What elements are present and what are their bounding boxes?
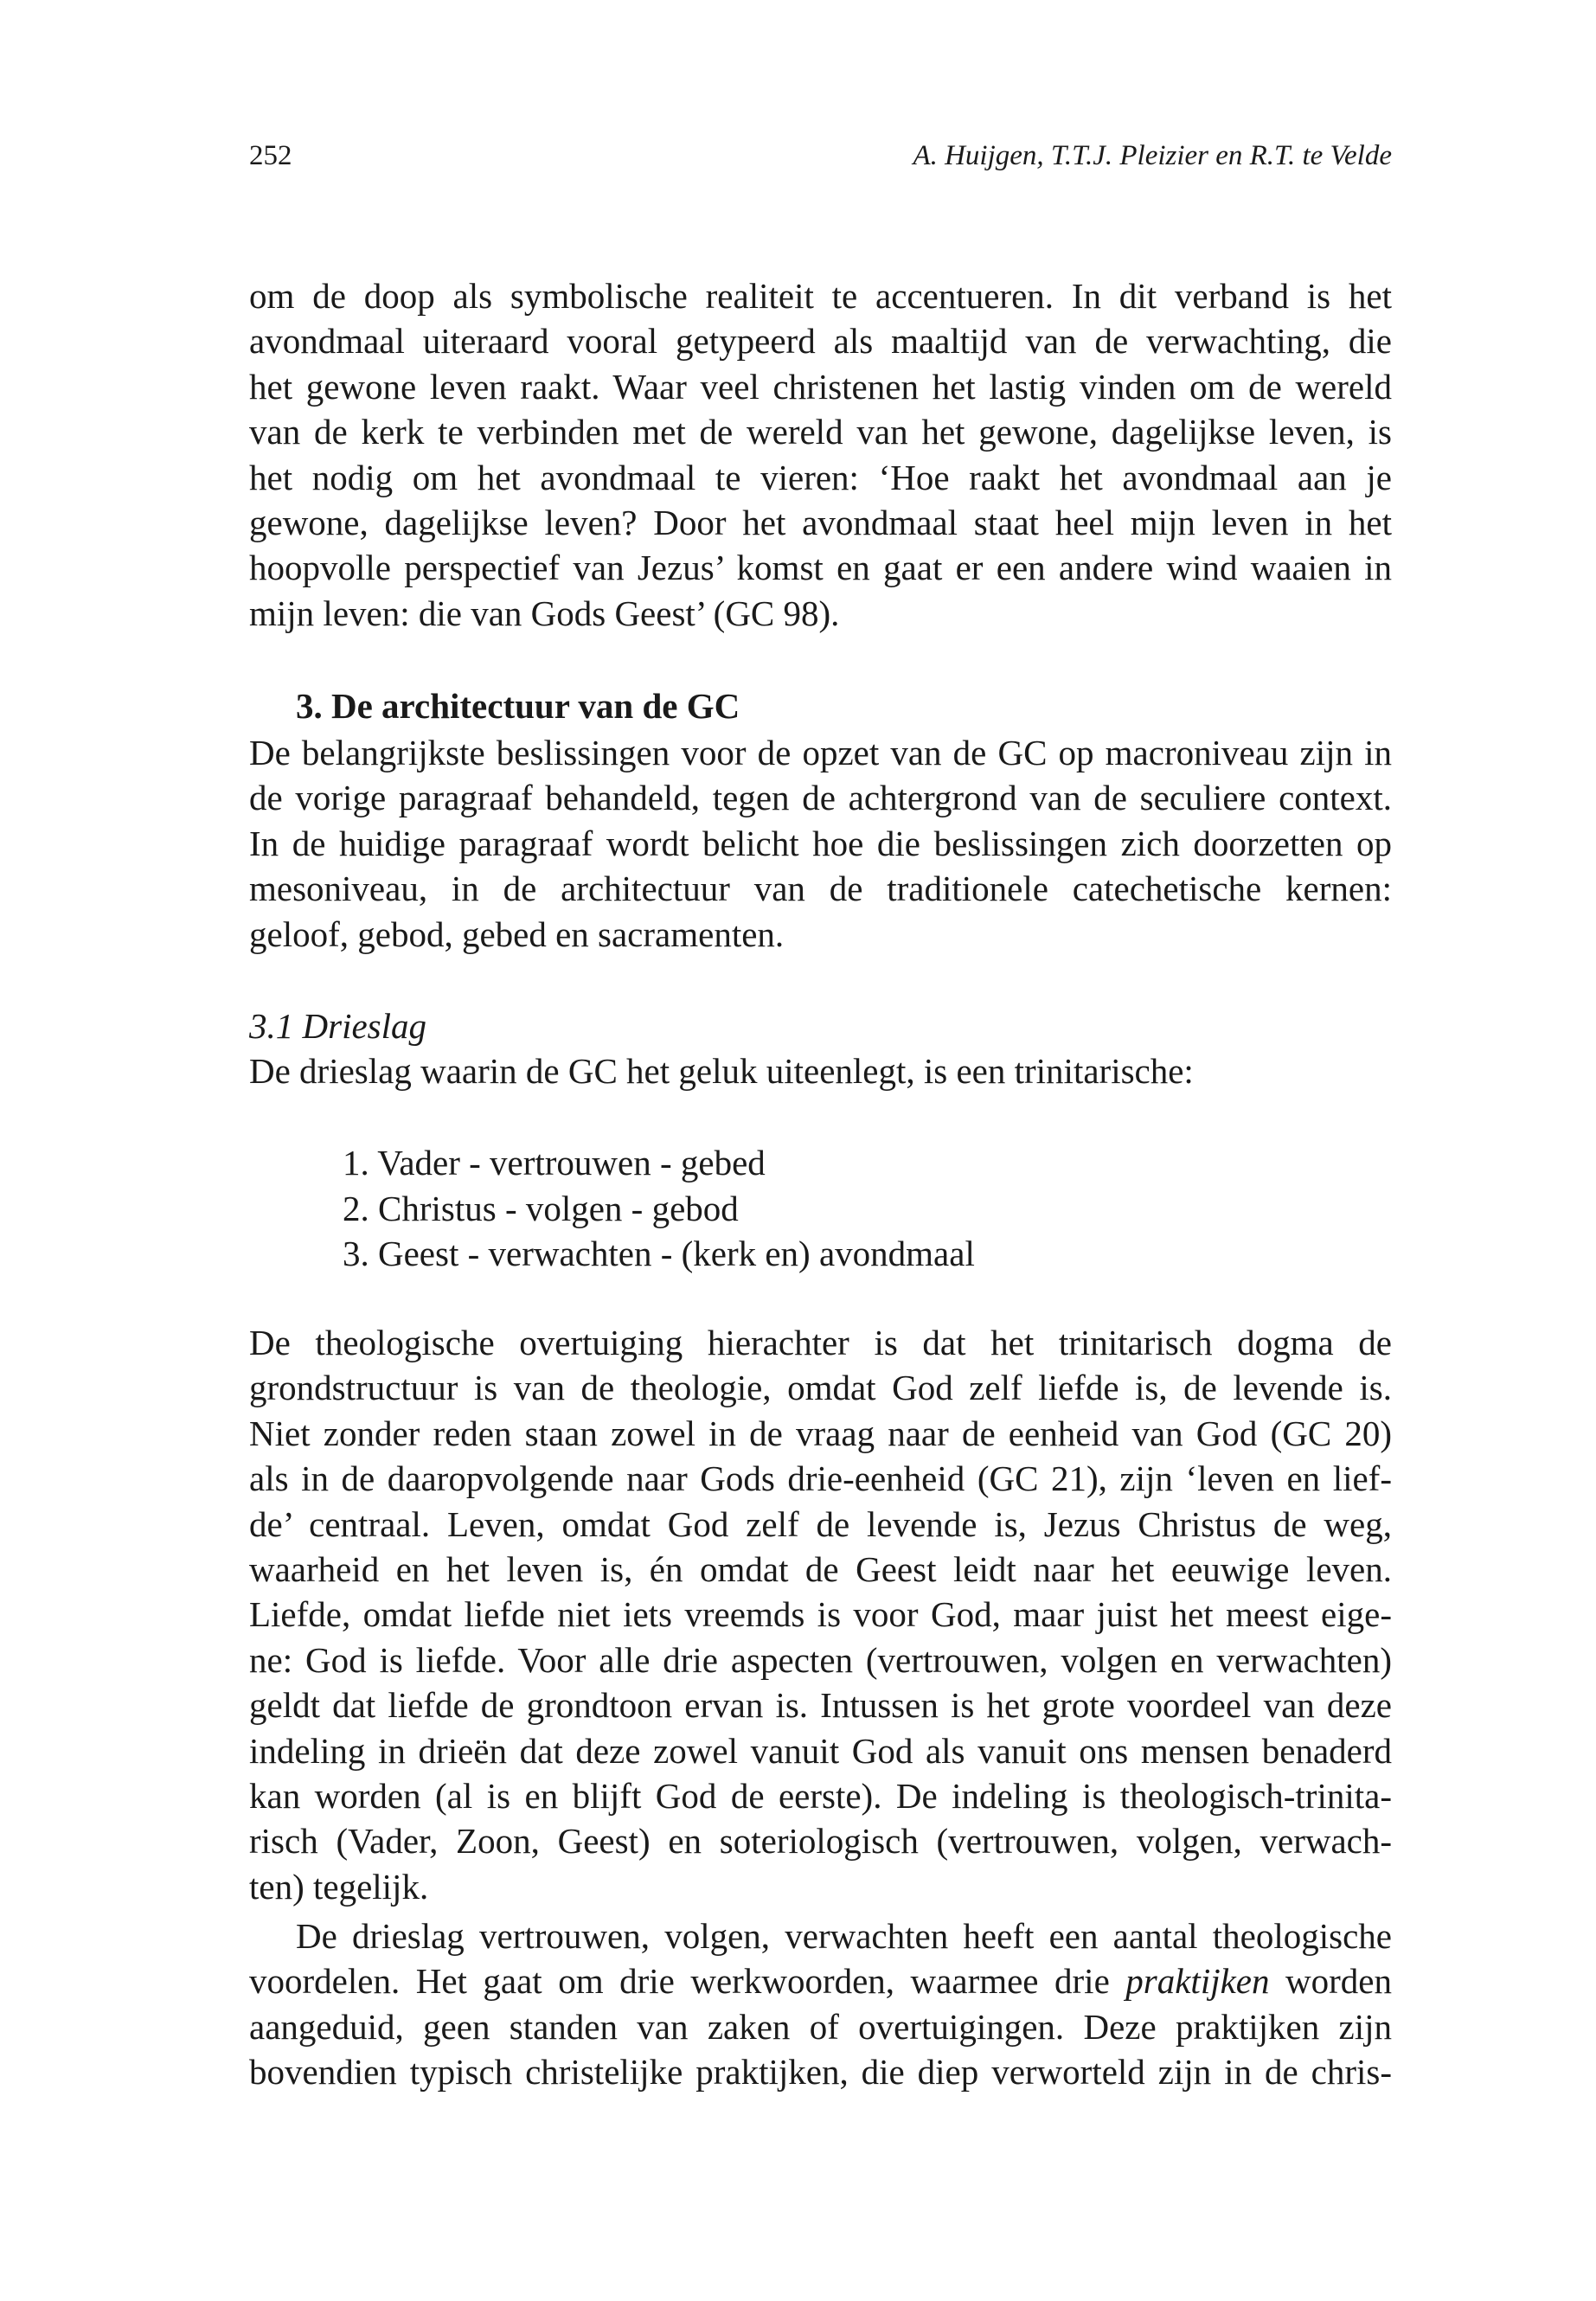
text-line: als in de daaropvolgende naar Gods drie-eenheid (GC 21), zijn ‘leven en lief-: [249, 1458, 1392, 1499]
text-line: indeling in drieën dat deze zowel vanuit God als vanuit ons mensen benaderd: [249, 1730, 1392, 1771]
text-line: bovendien typisch christelijke praktijken, die diep verworteld zijn in de chris-: [249, 2052, 1392, 2093]
text-line: het nodig om het avondmaal te vieren: ‘Hoe raakt het avondmaal aan je: [249, 457, 1392, 497]
paragraph-2: [249, 1320, 1392, 1909]
paragraph-1: [249, 273, 1392, 636]
list-item: 2. Christus - volgen - gebod: [343, 1188, 739, 1228]
text-segment: worden: [1269, 1961, 1392, 2002]
text-line: De drieslag vertrouwen, volgen, verwachten heeft een aantal theologische: [296, 1916, 1392, 1956]
text-line: mesoniveau, in de architectuur van de traditionele catechetische kernen:: [249, 868, 1392, 909]
text-line: aangeduid, geen standen van zaken of overtuigingen. Deze praktijken zijn: [249, 2006, 1392, 2047]
list-intro: [249, 1048, 1392, 1093]
text-line: geldt dat liefde de grondtoon ervan is. Intussen is het grote voordeel van deze: [249, 1685, 1392, 1726]
text-line: van de kerk te verbinden met de wereld van het gewone, dagelijkse leven, is: [249, 412, 1392, 452]
text-line: kan worden (al is en blijft God de eerste). De indeling is theologisch-trinita-: [249, 1776, 1392, 1817]
text-line: gewone, dagelijkse leven? Door het avondmaal staat heel mijn leven in het: [249, 503, 1392, 543]
page-number: 252: [249, 140, 292, 171]
list-item: 3. Geest - verwachten - (kerk en) avondmaal: [343, 1234, 975, 1273]
text-line: de vorige paragraaf behandeld, tegen de achtergrond van de seculiere context.: [249, 778, 1392, 818]
list-item: 1. Vader - vertrouwen - gebed: [343, 1143, 766, 1183]
text-line: De theologische overtuiging hierachter is dat het trinitarisch dogma de: [249, 1323, 1392, 1362]
text-line: om de doop als symbolische realiteit te accentueren. In dit verband is het: [249, 276, 1392, 316]
text-line: De drieslag waarin de GC het geluk uiteenlegt, is een trinitarische:: [249, 1051, 1194, 1091]
drieslag-list: [343, 1140, 975, 1277]
paragraph-section-3: [249, 730, 1392, 957]
text-line: waarheid en het leven is, én omdat de Geest leidt naar het eeuwige leven.: [249, 1549, 1392, 1590]
text-line: hoopvolle perspectief van Jezus’ komst en gaat er een andere wind waaien in: [249, 548, 1392, 588]
section-heading-3: 3. De architectuur van de GC: [296, 686, 740, 726]
text-line: het gewone leven raakt. Waar veel christenen het lastig vinden om de wereld: [249, 366, 1392, 407]
subsection-heading-3-1: 3.1 Drieslag: [249, 1006, 426, 1046]
text-line: geloof, gebod, gebed en sacramenten.: [249, 913, 785, 954]
text-line: avondmaal uiteraard vooral getypeerd als maaltijd van de verwachting, die: [249, 321, 1392, 362]
text-line: de’ centraal. Leven, omdat God zelf de levende is, Jezus Christus de weg,: [249, 1503, 1392, 1544]
text-line: risch (Vader, Zoon, Geest) en soteriologisch (vertrouwen, volgen, verwach-: [249, 1821, 1392, 1862]
text-segment: voordelen. Het gaat om drie werkwoorden, waarmee drie: [249, 1961, 1126, 2002]
text-line: Niet zonder reden staan zowel in de vraag naar de eenheid van God (GC 20): [249, 1413, 1392, 1453]
text-line: De belangrijkste beslissingen voor de opzet van de GC op macroniveau zijn in: [249, 733, 1392, 772]
running-head-authors: A. Huijgen, T.T.J. Pleizier en R.T. te Velde: [913, 140, 1392, 171]
text-line: Liefde, omdat liefde niet iets vreemds is voor God, maar juist het meest eige-: [249, 1594, 1392, 1635]
text-line: ne: God is liefde. Voor alle drie aspecten (vertrouwen, volgen en verwachten): [249, 1639, 1392, 1680]
text-line: ten) tegelijk.: [249, 1866, 429, 1907]
emphasis-praktijken: praktijken: [1125, 1961, 1270, 2002]
text-line: [249, 1958, 1392, 2003]
text-line: mijn leven: die van Gods Geest’ (GC 98).: [249, 593, 840, 633]
text-line: In de huidige paragraaf wordt belicht hoe die beslissingen zich doorzetten op: [249, 823, 1392, 863]
text-line: grondstructuur is van de theologie, omdat God zelf liefde is, de levende is.: [249, 1368, 1392, 1408]
paragraph-3: [249, 1913, 1392, 2095]
